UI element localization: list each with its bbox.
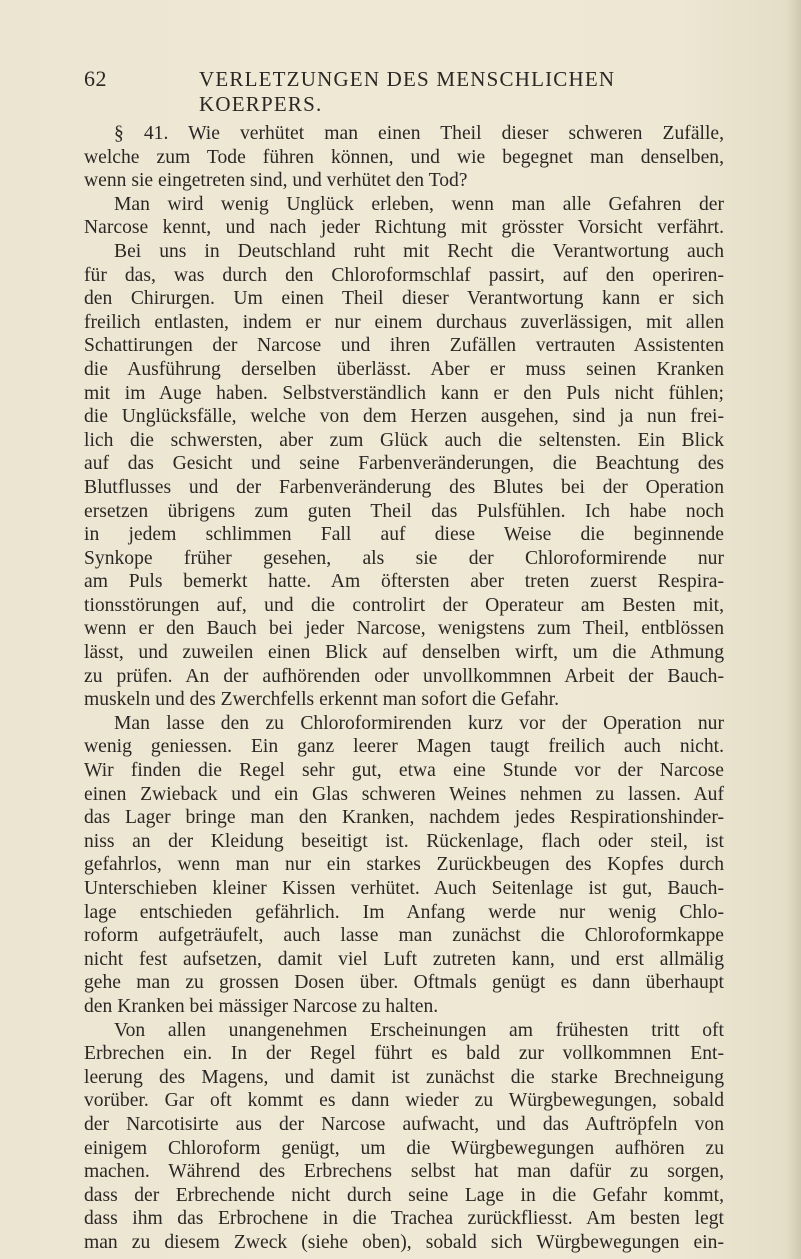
text-line: mit im Auge haben. Selbstverständlich kann er den Puls nicht fühlen; xyxy=(84,382,724,404)
text-line: Von allen unangenehmen Erscheinungen am frühesten tritt oft xyxy=(114,1019,724,1041)
text-line: Wir finden die Regel sehr gut, etwa eine Stunde vor der Narcose xyxy=(84,760,724,782)
text-line: ersetzen übrigens zum guten Theil das Pulsfühlen. Ich habe noch xyxy=(84,500,724,522)
text-line: tionsstörungen auf, und die controlirt der Operateur am Besten mit, xyxy=(84,594,724,616)
text-line: wenn er den Bauch bei jeder Narcose, wenigstens zum Theil, entblössen xyxy=(84,618,724,640)
text-line: einen Zwieback und ein Glas schweren Weines nehmen zu lassen. Auf xyxy=(84,783,724,805)
text-line: auf das Gesicht und seine Farbenveränderungen, die Beachtung des xyxy=(84,453,724,475)
text-line: Blutflusses und der Farbenveränderung des Blutes bei der Operation xyxy=(84,476,724,498)
text-line: gefahrlos, wenn man nur ein starkes Zurückbeugen des Kopfes durch xyxy=(84,854,724,876)
text-line: Man lasse den zu Chloroformirenden kurz vor der Operation nur xyxy=(114,712,724,734)
text-line: wenn sie eingetreten sind, und verhütet den Tod? xyxy=(84,170,468,192)
text-line: einigem Chloroform genügt, um die Würgbewegungen aufhören zu xyxy=(84,1137,724,1159)
text-line: das Lager bringe man den Kranken, nachdem jedes Respirationshinder- xyxy=(84,807,724,829)
page-edge-shadow xyxy=(787,0,801,1259)
text-line: Synkope früher gesehen, als sie der Chloroformirende nur xyxy=(84,547,724,569)
text-line: die Unglücksfälle, welche von dem Herzen ausgehen, sind ja nun frei- xyxy=(84,406,724,428)
text-line: der Narcotisirte aus der Narcose aufwacht, und das Auftröpfeln von xyxy=(84,1113,724,1135)
running-title: VERLETZUNGEN DES MENSCHLICHEN KOERPERS. xyxy=(199,67,616,116)
text-line: in jedem schlimmen Fall auf diese Weise die beginnende xyxy=(84,524,724,546)
text-line: vorüber. Gar oft kommt es dann wieder zu Würgbewegungen, sobald xyxy=(84,1090,724,1112)
text-line: Schattirungen der Narcose und ihren Zufällen vertrauten Assistenten xyxy=(84,335,724,357)
text-line: den Chirurgen. Um einen Theil dieser Verantwortung kann er sich xyxy=(84,288,724,310)
text-line: Unterschieben kleiner Kissen verhütet. Auch Seitenlage ist gut, Bauch- xyxy=(84,878,724,899)
text-line: dass der Erbrechende nicht durch seine Lage in die Gefahr kommt, xyxy=(84,1184,724,1206)
text-line: lage entschieden gefährlich. Im Anfang werde nur wenig Chlo- xyxy=(84,901,724,923)
text-line: machen. Während des Erbrechens selbst hat man dafür zu sorgen, xyxy=(84,1161,724,1183)
text-line: man zu diesem Zweck (siehe oben), sobald sich Würgbewegungen ein- xyxy=(84,1231,724,1253)
text-line: freilich entlasten, indem er nur einem durchaus zuverlässigen, mit allen xyxy=(84,311,724,333)
text-line: zu prüfen. An der aufhörenden oder unvollkommnen Arbeit der Bauch- xyxy=(84,665,724,687)
text-line: Man wird wenig Unglück erleben, wenn man alle Gefahren der xyxy=(114,193,724,215)
text-line: muskeln und des Zwerchfells erkennt man sofort die Gefahr. xyxy=(84,689,560,711)
text-line: die Ausführung derselben überlässt. Aber er muss seinen Kranken xyxy=(84,358,724,380)
text-line: nicht fest aufsetzen, damit viel Luft zutreten kann, und erst allmälig xyxy=(84,948,724,970)
text-line: § 41. Wie verhütet man einen Theil dieser schweren Zufälle, xyxy=(114,123,724,144)
text-line: am Puls bemerkt hatte. Am öftersten aber treten zuerst Respira- xyxy=(84,571,724,593)
page-header xyxy=(84,66,724,116)
text-line: dass ihm das Erbrochene in die Trachea zurückfliesst. Am besten legt xyxy=(84,1208,724,1230)
text-line: gehe man zu grossen Dosen über. Oftmals genügt es dann überhaupt xyxy=(84,972,724,994)
text-line: niss an der Kleidung beseitigt ist. Rückenlage, flach oder steil, ist xyxy=(84,830,724,852)
text-line: welche zum Tode führen können, und wie begegnet man denselben, xyxy=(84,146,724,168)
text-line: wenig geniessen. Ein ganz leerer Magen taugt freilich auch nicht. xyxy=(84,736,724,758)
text-line: Erbrechen ein. In der Regel führt es bald zur vollkommnen Ent- xyxy=(84,1043,724,1065)
body-text xyxy=(84,122,724,1255)
text-line: für das, was durch den Chloroformschlaf passirt, auf den operiren- xyxy=(84,264,724,286)
text-line: den Kranken bei mässiger Narcose zu halten. xyxy=(84,995,439,1017)
text-line: lässt, und zuweilen einen Blick auf denselben wirft, um die Athmung xyxy=(84,642,724,664)
text-line: Bei uns in Deutschland ruht mit Recht die Verantwortung auch xyxy=(114,240,724,262)
text-line: Narcose kennt, und nach jeder Richtung mit grösster Vorsicht verfährt. xyxy=(84,217,724,239)
text-line: lich die schwersten, aber zum Glück auch die seltensten. Ein Blick xyxy=(84,429,724,451)
text-line: roform aufgeträufelt, auch lasse man zunächst die Chloroformkappe xyxy=(84,925,724,947)
text-line: leerung des Magens, und damit ist zunächst die starke Brechneigung xyxy=(84,1066,724,1088)
page-number: 62 xyxy=(84,66,107,91)
